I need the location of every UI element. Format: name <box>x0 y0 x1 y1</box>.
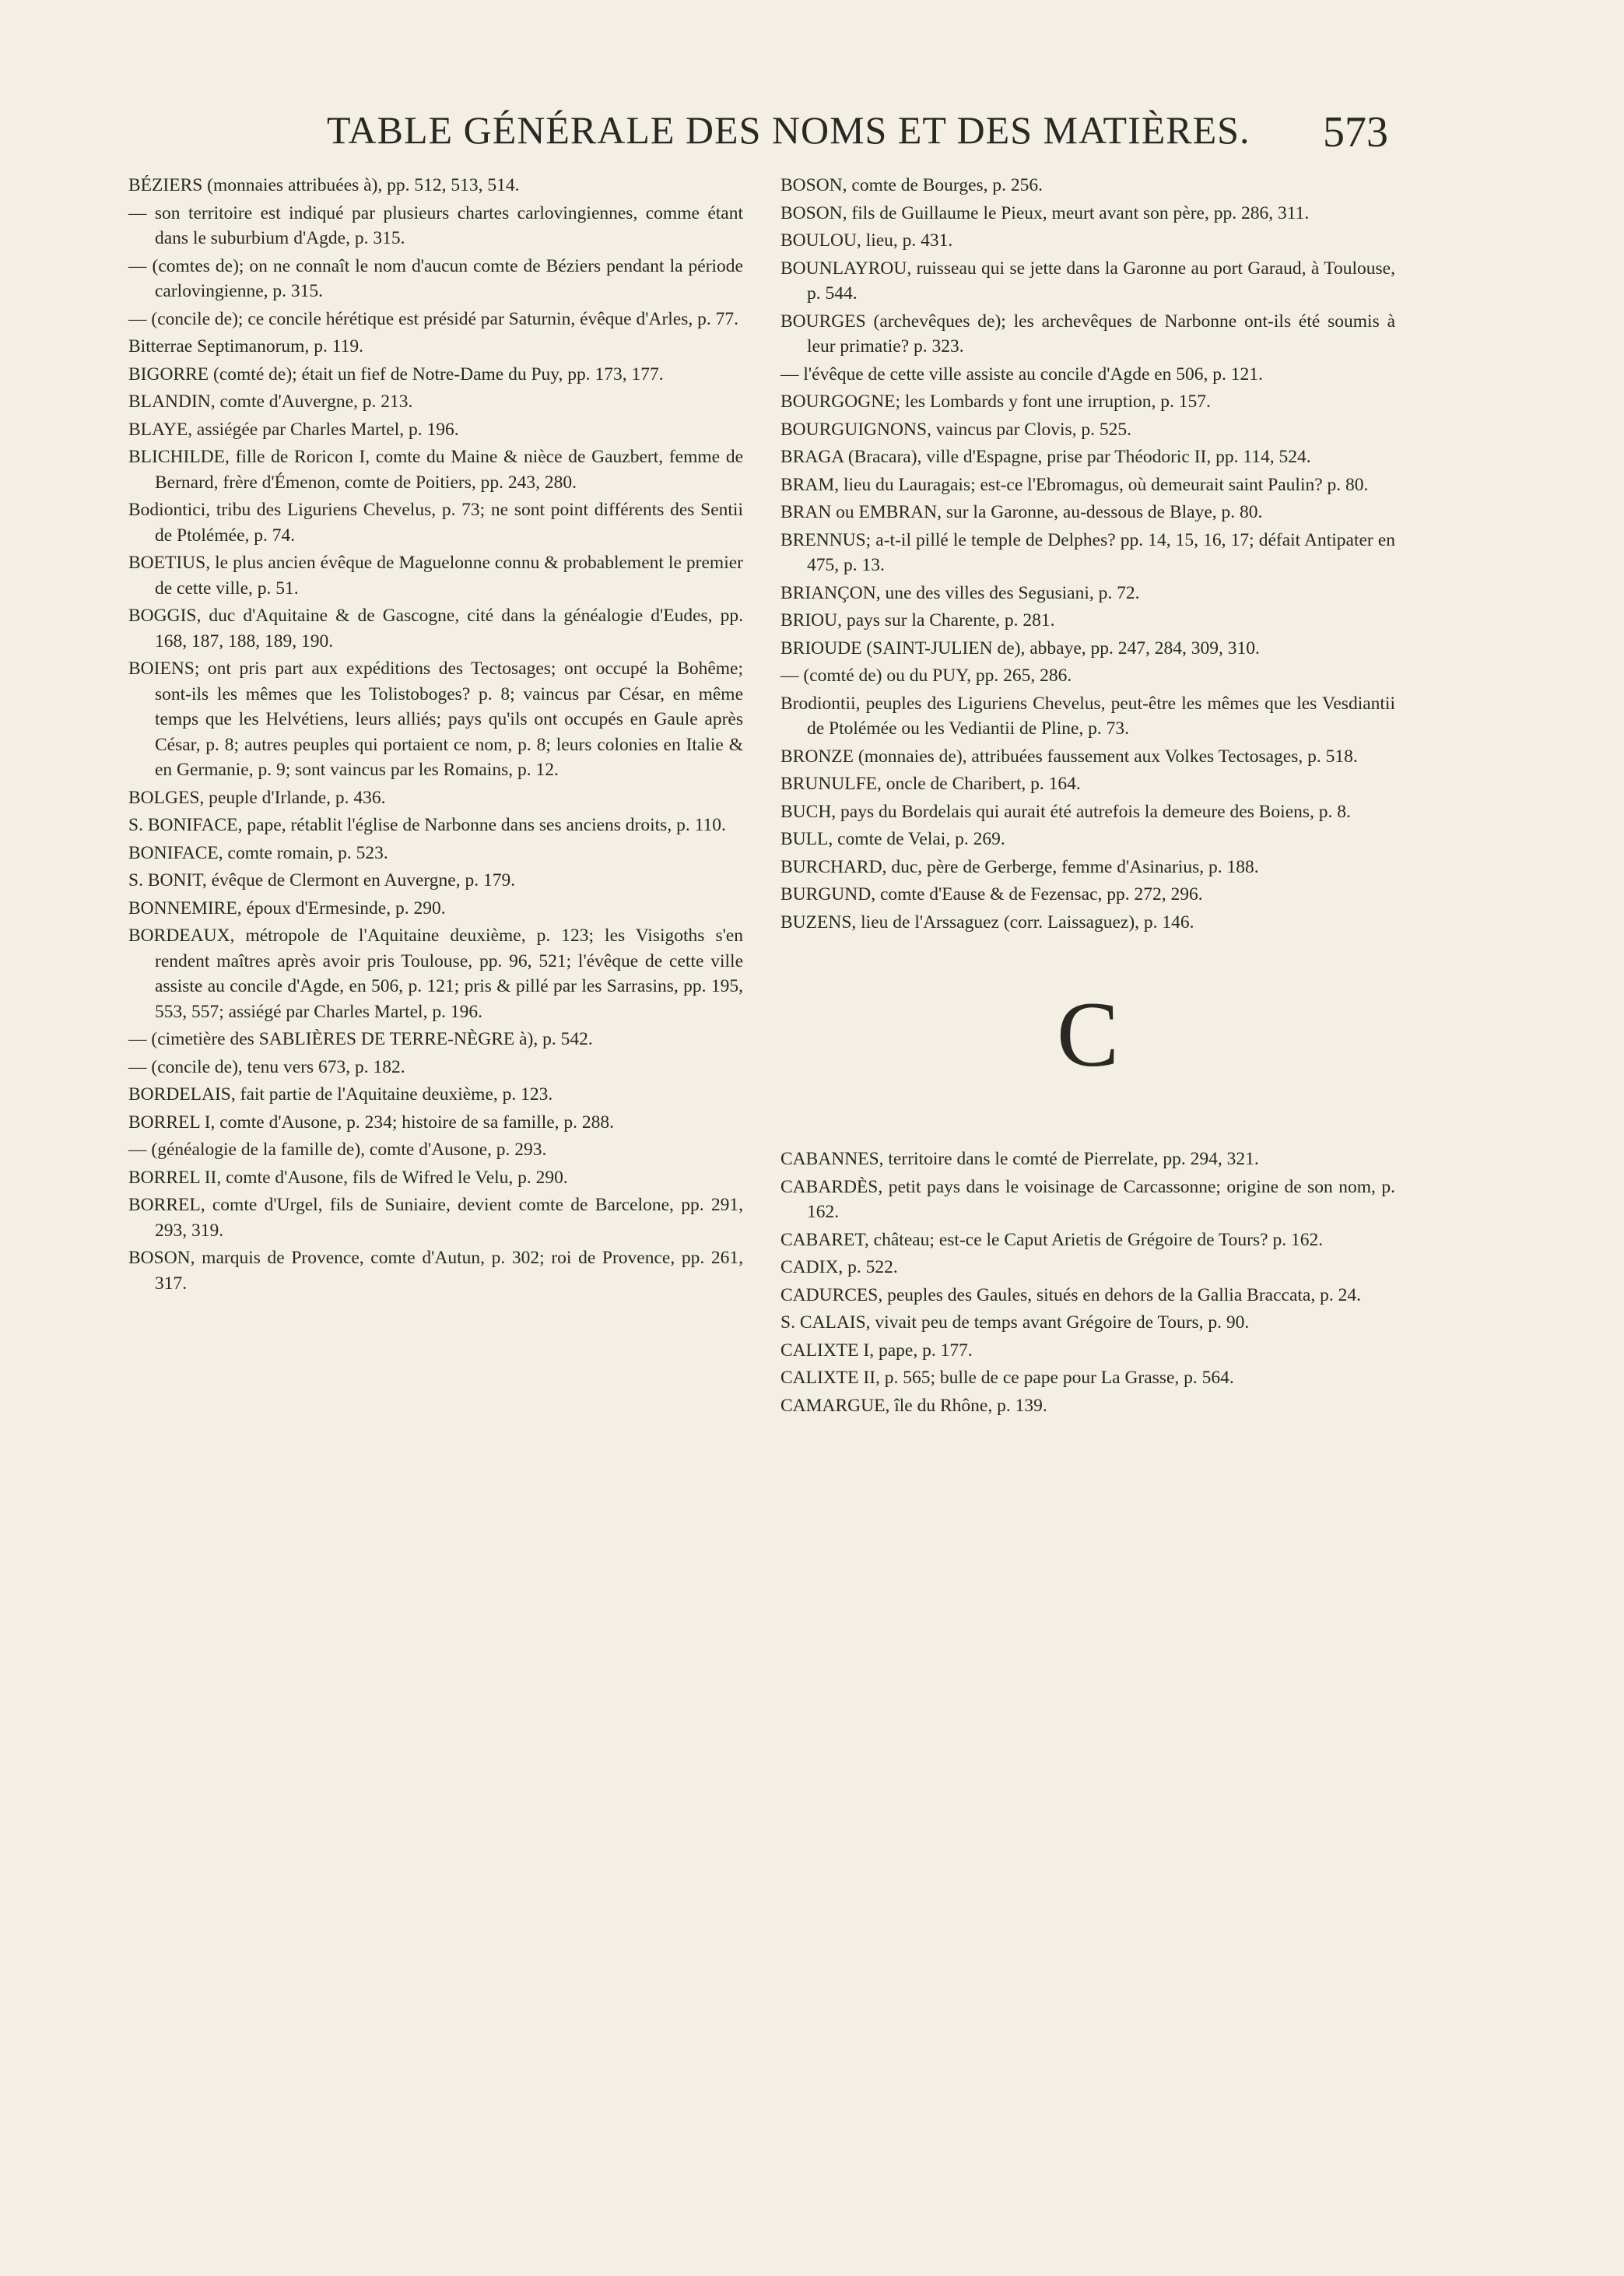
index-entry: BURGUND, comte d'Eause & de Fezensac, pp. 272, 296. <box>780 884 1203 904</box>
index-entry: BORREL II, comte d'Ausone, fils de Wifred le Velu, p. 290. <box>128 1167 568 1188</box>
index-entry: CABARET, château; est-ce le Caput Arietis de Grégoire de Tours? p. 162. <box>780 1229 1324 1250</box>
index-entry: BOURGOGNE; les Lombards y font une irruption, p. 157. <box>780 392 1211 412</box>
index-entry: BRAM, lieu du Lauragais; est-ce l'Ebromagus, où demeurait saint Paulin? p. 80. <box>780 474 1369 495</box>
index-entry: S. BONIT, évêque de Clermont en Auvergne, p. 179. <box>128 870 516 890</box>
index-entry: — (cimetière des SABLIÈRES DE TERRE-NÈGRE à), p. 542. <box>128 1029 593 1049</box>
index-entry: BLANDIN, comte d'Auvergne, p. 213. <box>128 392 413 412</box>
index-entry: BÉZIERS (monnaies attribuées à), pp. 512, 513, 514. <box>128 175 520 195</box>
index-entry: — (concile de); ce concile hérétique est présidé par Saturnin, évêque d'Arles, p. 77. <box>128 308 739 329</box>
index-entry: CALIXTE II, p. 565; bulle de ce pape pour La Grasse, p. 564. <box>780 1368 1234 1388</box>
index-entry: — (concile de), tenu vers 673, p. 182. <box>128 1056 405 1077</box>
left-column <box>128 173 743 1298</box>
index-entry: — (généalogie de la famille de), comte d'Ausone, p. 293. <box>128 1140 547 1160</box>
index-entry: BOURGES (archevêques de); les archevêques de Narbonne ont-ils été soumis à leur primatie? p. 323. <box>780 311 1395 357</box>
index-entry: BOLGES, peuple d'Irlande, p. 436. <box>128 787 386 808</box>
index-entry: — son territoire est indiqué par plusieurs chartes carlovingiennes, comme étant dans le suburbium d'Agde, p. 315. <box>128 202 743 248</box>
index-entry: BLAYE, assiégée par Charles Martel, p. 196. <box>128 419 459 440</box>
index-entry: BOIENS; ont pris part aux expéditions des Tectosages; ont occupé la Bohême; sont-ils les mêmes que les Tolistoboges? p. 8; vaincus par César, en même temps que les Helvétiens, leurs alliés; pays qu'ils ont occupés en Gaule après César, p. 8; autres peuples qui portaient ce nom, p. 8; leurs colonies en Italie & en Germanie, p. 9; sont vaincus par les Romains, p. 12. <box>128 659 743 780</box>
index-entry: BRENNUS; a-t-il pillé le temple de Delphes? pp. 14, 15, 16, 17; défait Antipater en 475, p. 13. <box>780 529 1395 575</box>
index-entry: CALIXTE I, pape, p. 177. <box>780 1340 973 1361</box>
index-entry: S. BONIFACE, pape, rétablit l'église de Narbonne dans ses anciens droits, p. 110. <box>128 815 726 835</box>
index-entry: BOGGIS, duc d'Aquitaine & de Gascogne, cité dans la généalogie d'Eudes, pp. 168, 187, 188, 189, 190. <box>128 606 743 652</box>
index-entry: BOSON, fils de Guillaume le Pieux, meurt avant son père, pp. 286, 311. <box>780 202 1310 223</box>
index-entry: BOURGUIGNONS, vaincus par Clovis, p. 525. <box>780 419 1132 440</box>
index-entry: BURCHARD, duc, père de Gerberge, femme d'Asinarius, p. 188. <box>780 856 1259 877</box>
index-entry: BONIFACE, comte romain, p. 523. <box>128 842 388 863</box>
index-entry: CABANNES, territoire dans le comté de Pierrelate, pp. 294, 321. <box>780 1149 1259 1169</box>
index-entry: BRIOU, pays sur la Charente, p. 281. <box>780 610 1055 630</box>
index-entry: CADURCES, peuples des Gaules, situés en dehors de la Gallia Braccata, p. 24. <box>780 1284 1361 1305</box>
index-entry: BLICHILDE, fille de Roricon I, comte du Maine & nièce de Gauzbert, femme de Bernard, frère d'Émenon, comte de Poitiers, pp. 243, 280. <box>128 447 743 493</box>
index-entry: BRUNULFE, oncle de Charibert, p. 164. <box>780 774 1081 794</box>
index-entry: CAMARGUE, île du Rhône, p. 139. <box>780 1395 1047 1416</box>
index-entry: S. CALAIS, vivait peu de temps avant Grégoire de Tours, p. 90. <box>780 1312 1250 1333</box>
index-entry: BONNEMIRE, époux d'Ermesinde, p. 290. <box>128 897 446 918</box>
index-entry: BOSON, comte de Bourges, p. 256. <box>780 175 1043 195</box>
right-column <box>780 173 1395 1421</box>
right-column-b-entries <box>780 173 1395 935</box>
index-entry: BRAGA (Bracara), ville d'Espagne, prise par Théodoric II, pp. 114, 524. <box>780 447 1311 467</box>
index-entry: BRAN ou EMBRAN, sur la Garonne, au-dessous de Blaye, p. 80. <box>780 502 1263 522</box>
index-entry: — (comté de) ou du PUY, pp. 265, 286. <box>780 666 1072 686</box>
index-entry: Bitterrae Septimanorum, p. 119. <box>128 336 363 357</box>
index-entry: BORDELAIS, fait partie de l'Aquitaine deuxième, p. 123. <box>128 1084 553 1105</box>
index-entry: BUZENS, lieu de l'Arssaguez (corr. Laissaguez), p. 146. <box>780 911 1194 933</box>
index-entry: BOSON, marquis de Provence, comte d'Autun, p. 302; roi de Provence, pp. 261, 317. <box>128 1248 743 1294</box>
index-entry: BRONZE (monnaies de), attribuées faussement aux Volkes Tectosages, p. 518. <box>780 746 1358 767</box>
index-entry: CADIX, p. 522. <box>780 1257 898 1277</box>
index-entry: CABARDÈS, petit pays dans le voisinage de Carcassonne; origine de son nom, p. 162. <box>780 1176 1395 1222</box>
index-entry: BORREL, comte d'Urgel, fils de Suniaire, devient comte de Barcelone, pp. 291, 293, 319. <box>128 1195 743 1241</box>
index-entry: Brodiontii, peuples des Liguriens Chevelus, peut-être les mêmes que les Vesdiantii de Ptolémée ou les Vediantii de Pline, p. 73. <box>780 693 1395 739</box>
index-entry: BIGORRE (comté de); était un fief de Notre-Dame du Puy, pp. 173, 177. <box>128 364 664 385</box>
page-number: 573 <box>1323 108 1388 156</box>
index-entry: BRIOUDE (SAINT-JULIEN de), abbaye, pp. 247, 284, 309, 310. <box>780 637 1260 659</box>
index-entry: BORDEAUX, métropole de l'Aquitaine deuxième, p. 123; les Visigoths s'en rendent maîtres après avoir pris Toulouse, pp. 96, 521; l'évêque de cette ville assiste au concile d'Agde, en 506, p. 121; pris & pillé par les Sarrasins, pp. 195, 553, 557; assiégé par Charles Martel, p. 196. <box>128 926 743 1022</box>
index-entry: BOULOU, lieu, p. 431. <box>780 230 953 251</box>
index-entry: Bodiontici, tribu des Liguriens Chevelus, p. 73; ne sont point différents des Sentii de Ptolémée, p. 74. <box>128 500 743 546</box>
index-entry: — l'évêque de cette ville assiste au concile d'Agde en 506, p. 121. <box>780 364 1263 385</box>
section-letter: C <box>1056 982 1120 1086</box>
index-entry: BUCH, pays du Bordelais qui aurait été autrefois la demeure des Boiens, p. 8. <box>780 801 1351 822</box>
page-title: TABLE GÉNÉRALE DES NOMS ET DES MATIÈRES. <box>327 108 1250 152</box>
index-entry: BOUNLAYROU, ruisseau qui se jette dans la Garonne au port Garaud, à Toulouse, p. 544. <box>780 258 1395 304</box>
right-column-c-entries <box>780 1147 1395 1418</box>
index-entry: BORREL I, comte d'Ausone, p. 234; histoire de sa famille, p. 288. <box>128 1112 615 1133</box>
index-entry: — (comtes de); on ne connaît le nom d'aucun comte de Béziers pendant la période carlovingienne, p. 315. <box>128 255 743 301</box>
index-entry: BOETIUS, le plus ancien évêque de Maguelonne connu & probablement le premier de cette ville, p. 51. <box>128 553 743 599</box>
index-entry: BULL, comte de Velai, p. 269. <box>780 829 1005 849</box>
index-entry: BRIANÇON, une des villes des Segusiani, p. 72. <box>780 582 1140 603</box>
